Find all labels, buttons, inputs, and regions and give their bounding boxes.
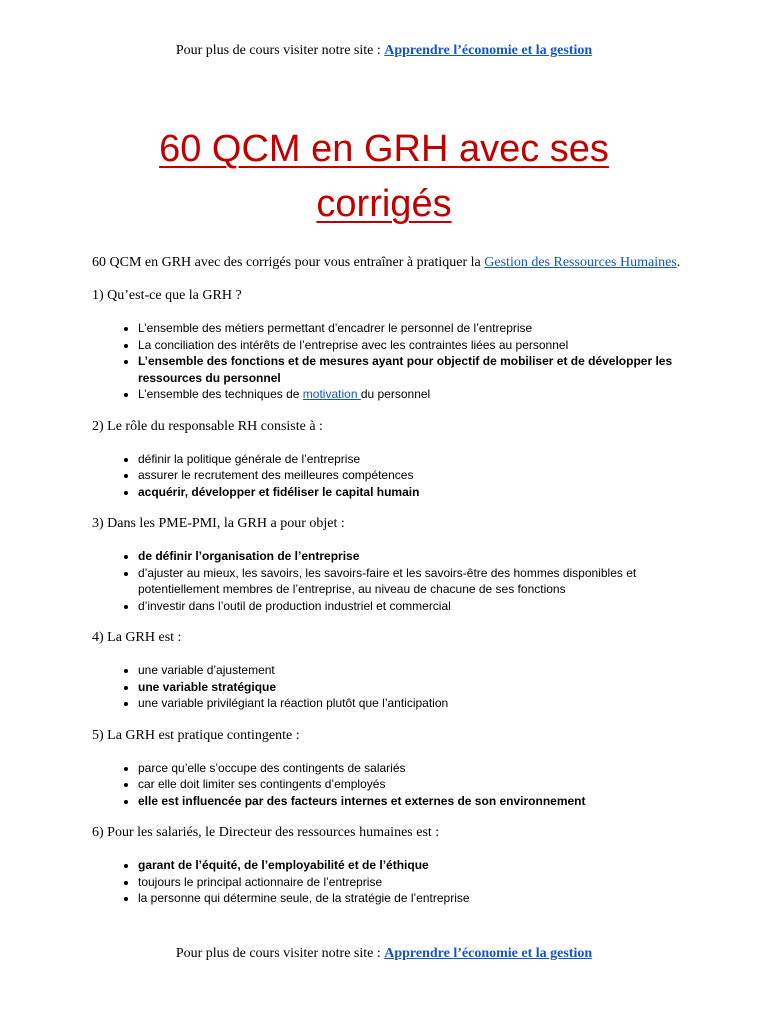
question-5: 5) La GRH est pratique contingente : <box>92 727 300 743</box>
option-1d-post: du personnel <box>360 387 431 401</box>
page-title-line2: corrigés <box>316 183 452 225</box>
grh-link[interactable]: Gestion des Ressources Humaines <box>484 255 677 270</box>
option-3a-correct: • de définir l’organisation de l’entreprise <box>138 548 682 565</box>
option-5a: • parce qu’elle s’occupe des contingents de salariés <box>138 760 682 777</box>
intro-paragraph <box>92 254 682 271</box>
footer-promo <box>0 946 768 962</box>
question-2-options <box>92 451 682 501</box>
option-6a-correct: • garant de l’équité, de l’employabilité et de l’éthique <box>138 857 682 874</box>
intro-text: 60 QCM en GRH avec des corrigés pour vous entraîner à pratiquer la <box>92 255 485 270</box>
question-6-options <box>92 857 682 907</box>
option-4c: • une variable privilégiant la réaction plutôt que l’anticipation <box>138 695 682 712</box>
option-2c-correct: • acquérir, développer et fidéliser le capital humain <box>138 484 682 501</box>
option-2b: • assurer le recrutement des meilleures compétences <box>138 467 682 484</box>
footer-promo-text: Pour plus de cours visiter notre site : <box>175 946 385 961</box>
option-5c-correct: • elle est influencée par des facteurs internes et externes de son environnement <box>138 793 682 810</box>
header-promo <box>0 43 768 59</box>
header-promo-text: Pour plus de cours visiter notre site : <box>175 43 385 58</box>
option-1c-correct: • L’ensemble des fonctions et de mesures ayant pour objectif de mobiliser et de développer les ressources du personnel <box>138 353 682 386</box>
option-3b: • d’ajuster au mieux, les savoirs, les savoirs-faire et les savoirs-être des hommes disponibles et potentiellement membres de l’entreprise, au niveau de chacune de ses fonctions <box>138 565 682 598</box>
option-1d <box>138 386 682 403</box>
question-5-options <box>92 760 682 810</box>
option-5b: • car elle doit limiter ses contingents d’employés <box>138 776 682 793</box>
option-1b: • La conciliation des intérêts de l’entreprise avec les contraintes liées au personnel <box>138 337 682 354</box>
question-1-options <box>92 320 682 403</box>
page-title-line1: 60 QCM en GRH avec ses <box>159 128 609 170</box>
question-2: 2) Le rôle du responsable RH consiste à : <box>92 418 323 434</box>
question-3: 3) Dans les PME-PMI, la GRH a pour objet : <box>92 516 345 531</box>
option-4b-correct: • une variable stratégique <box>138 679 682 696</box>
option-3c: • d’investir dans l’outil de production industriel et commercial <box>138 598 682 615</box>
question-6: 6) Pour les salariés, le Directeur des ressources humaines est : <box>92 825 440 840</box>
motivation-link[interactable]: motivation <box>302 387 361 401</box>
header-site-link[interactable]: Apprendre l’économie et la gestion <box>384 43 593 58</box>
option-2a: • définir la politique générale de l’entreprise <box>138 451 682 468</box>
option-6c: • la personne qui détermine seule, de la stratégie de l’entreprise <box>138 890 682 907</box>
footer-site-link[interactable]: Apprendre l’économie et la gestion <box>384 946 593 961</box>
option-4a: • une variable d’ajustement <box>138 662 682 679</box>
question-4: 4) La GRH est : <box>92 630 182 645</box>
option-1a: • L’ensemble des métiers permettant d’encadrer le personnel de l’entreprise <box>138 320 682 337</box>
question-3-options <box>92 548 682 614</box>
option-1d-pre: L’ensemble des techniques de <box>138 387 303 401</box>
question-4-options <box>92 662 682 712</box>
question-1: 1) Qu’est-ce que la GRH ? <box>92 288 242 303</box>
page-title <box>0 122 768 232</box>
option-6b: • toujours le principal actionnaire de l’entreprise <box>138 874 682 891</box>
intro-end: . <box>676 255 681 270</box>
document-body <box>92 254 682 922</box>
